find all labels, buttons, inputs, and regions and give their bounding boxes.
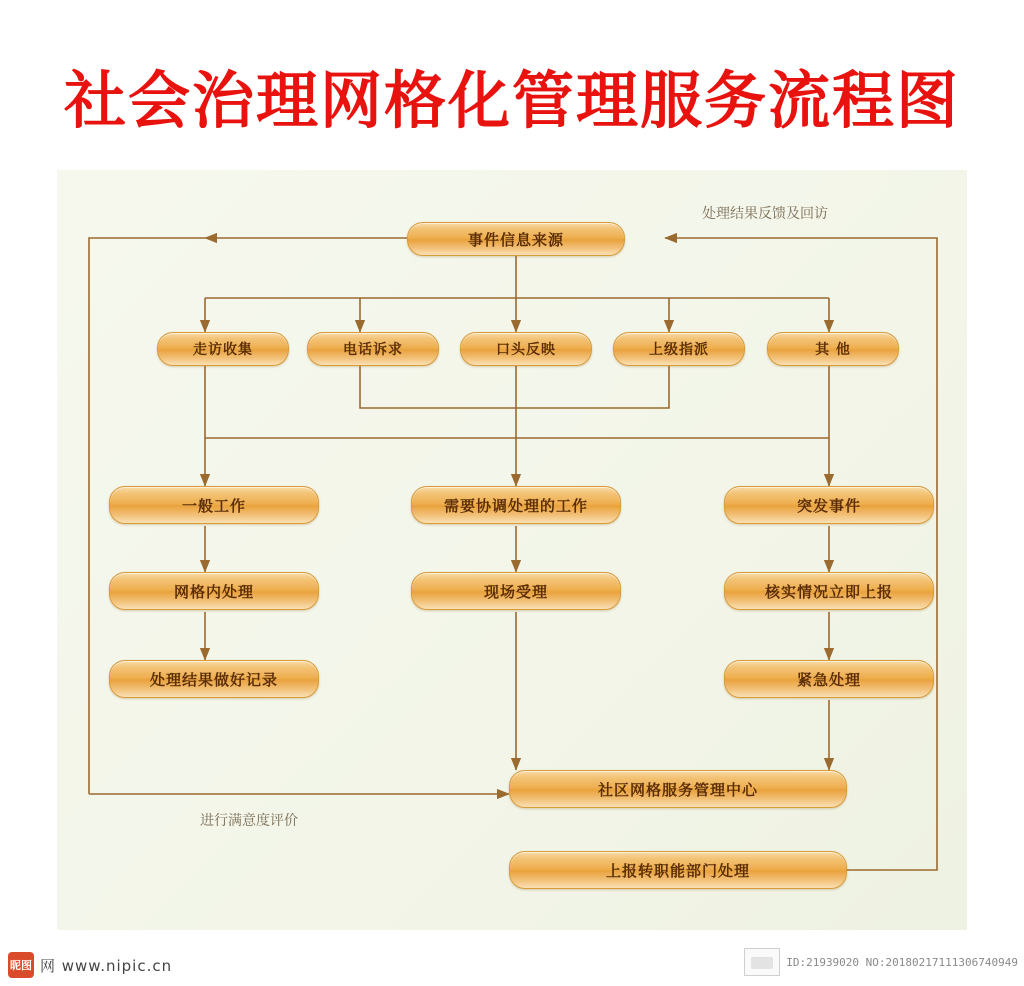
node-report-department[interactable]: 上报转职能部门处理: [509, 851, 847, 889]
node-channel-3[interactable]: 口头反映: [460, 332, 592, 366]
image-id-text: ID:21939020 NO:20180217111306740949: [786, 955, 1018, 969]
node-grid-handling[interactable]: 网格内处理: [109, 572, 319, 610]
node-general-work[interactable]: 一般工作: [109, 486, 319, 524]
feedback-note: 处理结果反馈及回访: [702, 206, 828, 222]
node-channel-1[interactable]: 走访收集: [157, 332, 289, 366]
node-coordination-work[interactable]: 需要协调处理的工作: [411, 486, 621, 524]
logo-badge: 昵图: [8, 952, 34, 978]
node-urgent-handling[interactable]: 紧急处理: [724, 660, 934, 698]
page-title: 社会治理网格化管理服务流程图: [63, 64, 960, 137]
node-event-source[interactable]: 事件信息来源: [407, 222, 625, 256]
node-verify-report[interactable]: 核实情况立即上报: [724, 572, 934, 610]
footer-meta: [744, 948, 1018, 976]
node-channel-4[interactable]: 上级指派: [613, 332, 745, 366]
site-logo: [8, 952, 172, 978]
node-emergency-event[interactable]: 突发事件: [724, 486, 934, 524]
node-record-result[interactable]: 处理结果做好记录: [109, 660, 319, 698]
flow-connectors: [57, 170, 967, 930]
flowchart-panel: [57, 170, 967, 930]
satisfaction-note: 进行满意度评价: [200, 813, 298, 829]
node-channel-5[interactable]: 其 他: [767, 332, 899, 366]
node-onsite-acceptance[interactable]: 现场受理: [411, 572, 621, 610]
watermark-icon: [744, 948, 780, 976]
node-community-center[interactable]: 社区网格服务管理中心: [509, 770, 847, 808]
node-channel-2[interactable]: 电话诉求: [307, 332, 439, 366]
logo-text: 网 www.nipic.cn: [40, 956, 173, 975]
